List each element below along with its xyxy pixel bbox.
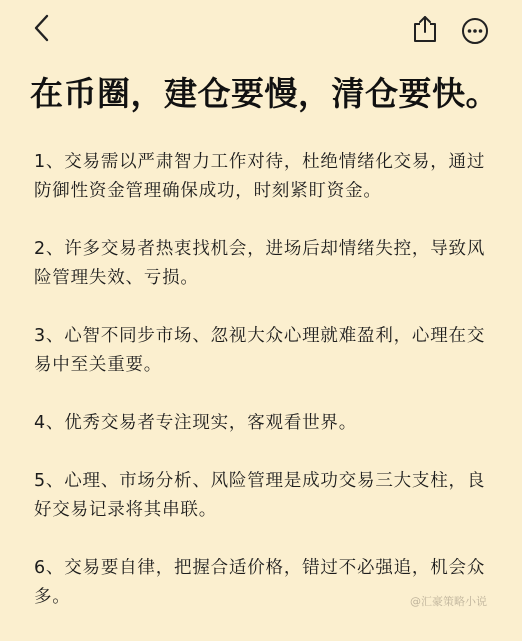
paragraph-4: 4、优秀交易者专注现实，客观看世界。 (34, 413, 358, 433)
paragraph-1: 1、交易需以严肃智力工作对待，杜绝情绪化交易，通过防御性资金管理确保成功，时刻紧盯资金。 (34, 152, 486, 201)
paragraph-5: 5、心理、市场分析、风险管理是成功交易三大支柱，良好交易记录将其串联。 (34, 471, 486, 520)
paragraph-3: 3、心智不同步市场、忽视大众心理就难盈利，心理在交易中至关重要。 (34, 326, 486, 375)
back-button[interactable] (22, 10, 62, 46)
paragraph-6: 6、交易要自律，把握合适价格，错过不必强追，机会众多。 (34, 558, 486, 607)
share-icon (412, 14, 438, 44)
article-body (34, 148, 496, 641)
watermark: @汇豪策略小说 (410, 595, 487, 608)
chevron-left-icon (31, 13, 53, 43)
share-button[interactable] (410, 12, 440, 46)
page-title: 在币圈，建仓要慢，清仓要快。 (30, 74, 499, 113)
top-bar (0, 0, 522, 60)
more-button[interactable] (458, 14, 492, 48)
paragraph-2: 2、许多交易者热衷找机会，进场后却情绪失控，导致风险管理失效、亏损。 (34, 239, 486, 288)
more-horizontal-icon (460, 16, 490, 46)
